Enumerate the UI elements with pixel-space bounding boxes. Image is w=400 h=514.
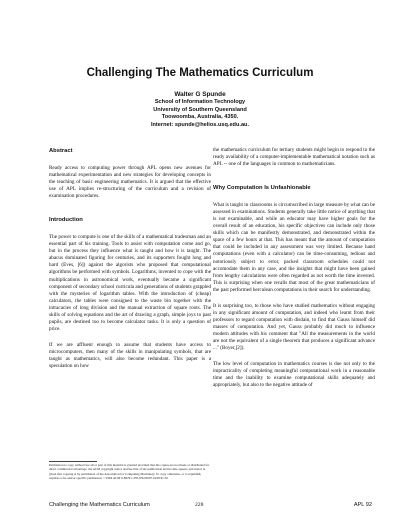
section-paragraph: The low level of computation in mathematics courses is due not only to the impracticality of completing meaningful computational work in a reasonable time and the inability to examine computational skills adequately and appropriately, but also to the negative attitude of bbox=[213, 361, 375, 389]
introduction-heading: Introduction bbox=[49, 217, 83, 224]
section-paragraph: What is taught in classrooms is circumscribed in large measure by what can be assessed in examinations. Students generally take little notice of anything that is not examinable, and while an educator may have higher goals for the overall result of an education, his specific objectives can include only those skills which can be manifestly demonstrated, and demonstrated within the space of a few hours at that. This has meant that the amount of computation that could be included in any assessment was very limited. Because hand computations (even with a calculator) can be time-consuming, tedious and notoriously subject to error, packed classroom schedules could not accomodate them in any case, and the insights that might have been gained from lengthy calculations were often regarded as not worth the time invested. This is surprising when one recalls that most of the great mathematicians of the past performed herculean computations in their search for understanding. bbox=[213, 202, 375, 293]
copyright-notice: Permission to copy without fee all or part of this material is granted provided that the copies are not made or distributed for direct commercial advantage, the ACM copyright notice and the title of the publication and its date appear, and notice is given that copying is by permission of the Association for Computing Machinery. To copy otherwise, or to republish, requires a fee and/or specific permission. ©1992 ACM 0-89791-478-0/92/0007-0228 $1.50 bbox=[49, 463, 210, 480]
footer-conference: APL 92 bbox=[353, 502, 372, 508]
continued-paragraph: the mathematics curriculum for tertiary students might begin to respond to the ready availability of a computer-implementable mathematical notation such as APL -- one of the languages in common to mathematicians. bbox=[213, 147, 375, 168]
author-name: Walter G Spunde bbox=[174, 91, 226, 98]
abstract-text: Ready access to computing power through APL opens new avenues for mathematical experimentation and new strategies for developing concepts in the teaching of basic engineering mathematics. It is argued that the effective use of APL implies re-structuring of the curriculum and a revision of examination procedures. bbox=[49, 165, 211, 200]
footnote-rule bbox=[49, 461, 97, 462]
author-email: Internet: spunde@helios.usq.edu.au. bbox=[150, 121, 250, 128]
introduction-paragraph: If we are affluent enough to assume that students have access to microcomputers, then many of the skills in manipulating symbols, that are taught as mathematics, will also become redundant. This paper is a speculation on how bbox=[49, 341, 211, 370]
author-affiliation-line: Toowoomba, Australia, 4350. bbox=[161, 114, 239, 121]
introduction-paragraph: The power to compute is one of the skills of a mathematical tradesman and an essential part of his training. Tools to assist with computation come and go, but in the process they influence what is taught and how it is taught. The abacus dominated figuring for centuries, and its supporters fought long and hard (Eves, [6]) against the algorists who proposed that computational algorithms be performed with symbols. Logarithms, invented to cope with the multiplications in astronomical work, eventually became a significant component of secondary school curricula and generations of students grappled with the mysteries of logarithm tables. With the introduction of (cheap) calculators, the tables were consigned to the waste bin together with the intracacies of long division and the manual extraction of square roots. The skills of solving equations and the art of drawing a graph, simple joys to past pupils, are destined too to become calculator tasks. It is only a question of price. bbox=[49, 234, 211, 332]
right-column bbox=[213, 147, 375, 398]
section-heading: Why Computation Is Unfashionable bbox=[213, 185, 311, 192]
paper-title: Challenging The Mathematics Curriculum bbox=[86, 67, 314, 79]
page-number: 228 bbox=[195, 502, 204, 508]
author-affiliation-line: School of Information Technology bbox=[154, 99, 246, 105]
section-paragraph: It is surprising too, to those who have studied mathematics without engaging in any significant amount of computation, and indeed who learnt from their professors to regard computation with disdain, to find that Gauss himself did masses of computation. And yet, Gauss probably did much to influence modern attitudes with his comment that "All the measurements in the world are not the equivalent of a single theorem that produces a significant advance ..." (Boyer,[2]). bbox=[213, 302, 375, 352]
author-block bbox=[0, 90, 400, 129]
author-affiliation-line: University of Southern Queensland bbox=[153, 106, 247, 113]
footer-running-title: Challenging the Mathematics Curriculum bbox=[49, 502, 150, 508]
left-column bbox=[49, 147, 211, 379]
abstract-heading: Abstract bbox=[49, 148, 73, 154]
